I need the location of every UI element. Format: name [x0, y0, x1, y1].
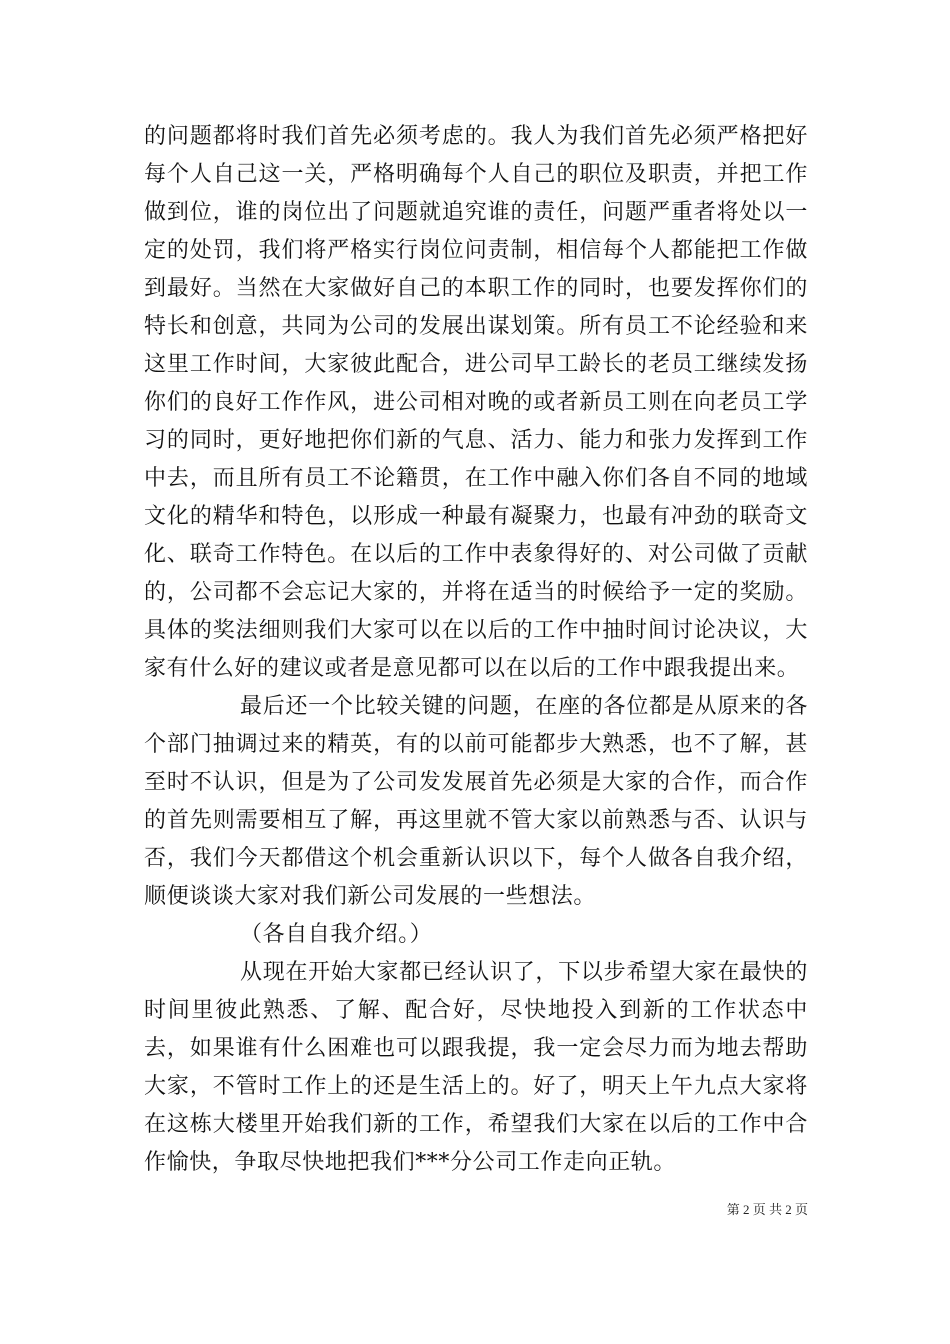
document-body: [144, 118, 808, 1182]
paragraph-1: 的问题都将时我们首先必须考虑的。我人为我们首先必须严格把好每个人自己这一关，严格明确每个人自己的职位及职责，并把工作做到位，谁的岗位出了问题就追究谁的责任，问题严重者将处以一定的处罚，我们将严格实行岗位问责制，相信每个人都能把工作做到最好。当然在大家做好自己的本职工作的同时，也要发挥你们的特长和创意，共同为公司的发展出谋划策。所有员工不论经验和来这里工作时间，大家彼此配合，进公司早工龄长的老员工继续发扬你们的良好工作作风，进公司相对晚的或者新员工则在向老员工学习的同时，更好地把你们新的气息、活力、能力和张力发挥到工作中去，而且所有员工不论籍贯，在工作中融入你们各自不同的地域文化的精华和特色，以形成一种最有凝聚力，也最有冲劲的联奇文化、联奇工作特色。在以后的工作中表象得好的、对公司做了贡献的，公司都不会忘记大家的，并将在适当的时候给予一定的奖励。具体的奖法细则我们大家可以在以后的工作中抽时间讨论决议，大家有什么好的建议或者是意见都可以在以后的工作中跟我提出来。: [144, 124, 808, 681]
page-number-footer: 第 2 页 共 2 页: [726, 1202, 808, 1217]
paragraph-3: （各自自我介绍。）: [240, 922, 433, 947]
paragraph-2: 最后还一个比较关键的问题，在座的各位都是从原来的各个部门抽调过来的精英，有的以前可能都步大熟悉，也不了解，甚至时不认识，但是为了公司发发展首先必须是大家的合作，而合作的首先则需要相互了解，再这里就不管大家以前熟悉与否、认识与否，我们今天都借这个机会重新认识以下，每个人做各自我介绍，顺便谈谈大家对我们新公司发展的一些想法。: [144, 694, 808, 909]
paragraph-4: 从现在开始大家都已经认识了，下以步希望大家在最快的时间里彼此熟悉、了解、配合好，尽快地投入到新的工作状态中去，如果谁有什么困难也可以跟我提，我一定会尽力而为地去帮助大家，不管时工作上的还是生活上的。好了，明天上午九点大家将在这栋大楼里开始我们新的工作，希望我们大家在以后的工作中合作愉快，争取尽快地把我们***分公司工作走向正轨。: [144, 960, 808, 1175]
